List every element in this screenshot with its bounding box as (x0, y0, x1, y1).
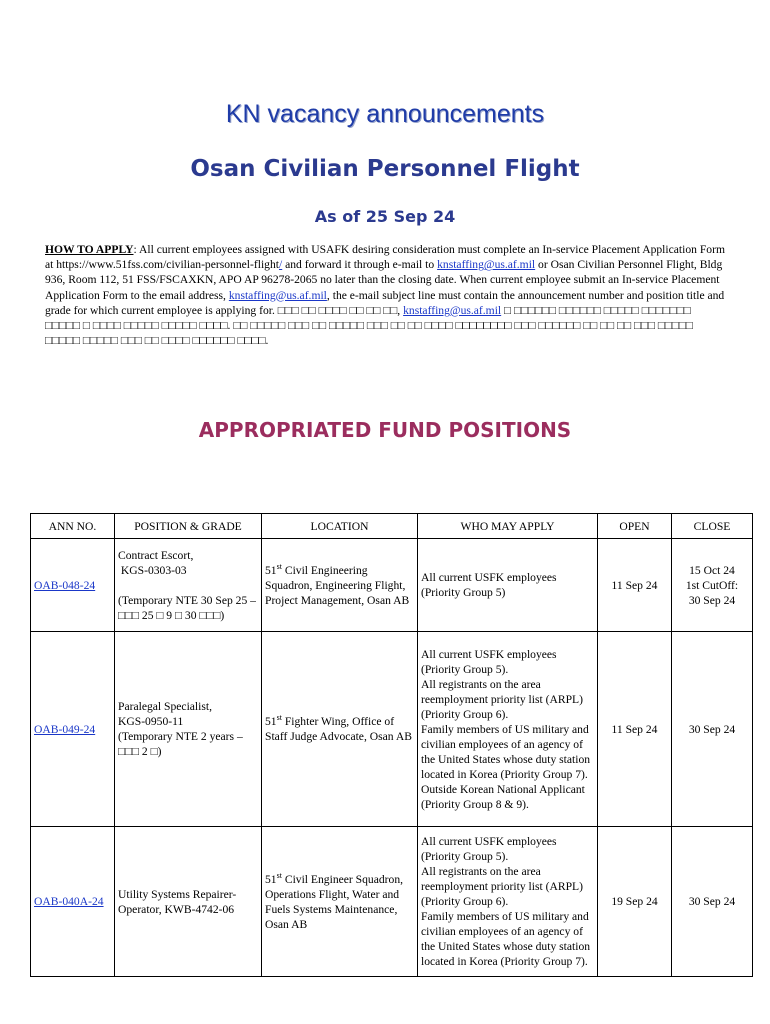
who-line: All current USFK employees (Priority Group 5). (421, 835, 557, 863)
column-header-open: OPEN (598, 514, 672, 539)
how-to-apply-text-3: or Osan Civilian Personnel Flight, Bldg 936, Room 112, 51 FSS/FSCAXKN, APO AP 96278-2065 no later than the closing date. When current employee submit an In-service Placement Application Form to the email address, (45, 258, 723, 302)
close-date-cell (672, 827, 753, 977)
column-header-who-may-apply: WHO MAY APPLY (418, 514, 598, 539)
position-line: (Temporary NTE 2 years – □□□ 2 □) (118, 730, 243, 758)
announcement-link[interactable]: OAB-040A-24 (34, 895, 104, 908)
location-cell (262, 539, 418, 632)
who-line: All current USFK employees (Priority Group 5). (421, 647, 557, 676)
ann-no-cell (31, 827, 115, 977)
who-line: Outside Korean National Applicant (421, 782, 585, 796)
close-date-cell (672, 632, 753, 827)
table-row (31, 539, 753, 632)
location-text: Fighter Wing, Office of Staff Judge Advocate, Osan AB (265, 715, 412, 743)
email-link-3[interactable]: knstaffing@us.af.mil (403, 303, 502, 317)
column-header-location: LOCATION (262, 514, 418, 539)
position-line: Utility Systems Repairer-Operator, KWB-4742-06 (118, 887, 237, 916)
who-may-apply-cell (418, 632, 598, 827)
location-text: Civil Engineer Squadron, Operations Flight, Water and Fuels Systems Maintenance, Osan AB (265, 872, 404, 931)
location-number: 51 (265, 715, 277, 728)
organization-title: Osan Civilian Personnel Flight (190, 156, 580, 182)
location-number: 51 (265, 563, 277, 577)
who-may-apply-cell (418, 827, 598, 977)
close-line: 30 Sep 24 (688, 593, 736, 607)
how-to-apply-text-2: and forward it through e-mail to (282, 258, 438, 272)
close-date-cell (672, 539, 753, 632)
how-to-apply-text-1: : All current employees assigned with USAFK desiring consideration must complete an In-service Placement Application Form at https://www.51fss.com/civilian-personnel-flight (45, 243, 725, 272)
close-line: 30 Sep 24 (688, 722, 736, 736)
position-cell (115, 632, 262, 827)
location-ordinal: st (276, 561, 282, 571)
who-line: All registrants on the area reemployment priority list (ARPL) (Priority Group 6). (421, 677, 583, 721)
position-cell (115, 827, 262, 977)
page-title: KN vacancy announcements (225, 100, 545, 128)
close-line: 15 Oct 24 (689, 563, 735, 577)
column-header-ann-no: ANN NO. (31, 514, 115, 539)
open-date-cell: 19 Sep 24 (598, 827, 672, 977)
position-line: KGS-0303-03 (118, 563, 187, 577)
how-to-apply-paragraph (45, 242, 725, 348)
as-of-date: As of 25 Sep 24 (314, 207, 456, 226)
location-ordinal: st (276, 713, 282, 723)
email-link-2[interactable]: knstaffing@us.af.mil (228, 288, 327, 302)
column-header-close: CLOSE (672, 514, 753, 539)
table-header-row (31, 514, 753, 539)
website-link[interactable]: / (278, 258, 283, 272)
location-number: 51 (265, 872, 277, 886)
location-text: Civil Engineering Squadron, Engineering Flight, Project Management, Osan AB (265, 563, 410, 607)
column-header-position: POSITION & GRADE (115, 514, 262, 539)
how-to-apply-text-5: □ □□□□□□ □□□□□□ □□□□□ □□□□□□□ □□□□□ □ □□□□ □□□□□ □□□□□ □□□□. □□ □□□□□ □□□ □□ □□□□□ □□□ □□ □□ □□□□ □□□□□□□□ □□□ □□□□□□ □□ □□ □□ □□□ □□□□□ □□□□□ □□□□□ □□□ □□ □□□□ □□□□□□ □□□□. (45, 303, 693, 348)
ann-no-cell (31, 539, 115, 632)
how-to-apply-lead: HOW TO APPLY (45, 243, 134, 256)
ann-no-cell (31, 632, 115, 827)
open-date-cell: 11 Sep 24 (598, 539, 672, 632)
who-line: Family members of US military and civilian employees of an agency of the United States whose duty station located in Korea (Priority Group 7). (421, 722, 591, 781)
position-line: Paralegal Specialist, (118, 700, 213, 713)
close-line: 30 Sep 24 (688, 895, 736, 908)
who-line: All current USFK employees (Priority Group 5) (421, 571, 557, 599)
position-line: Contract Escort, (118, 548, 194, 562)
table-row (31, 632, 753, 827)
location-ordinal: st (276, 870, 282, 880)
table-row (31, 827, 753, 977)
who-line: Family members of US military and civilian employees of an agency of the United States whose duty station located in Korea (Priority Group 7). (421, 910, 591, 968)
position-cell (115, 539, 262, 632)
how-to-apply-text-4: , the e-mail subject line must contain the announcement number and position title and grade for which current employee is applying for. □□□ □□ □□□□ □□ □□ □□, (45, 288, 725, 317)
position-line (118, 578, 258, 593)
open-date-cell: 11 Sep 24 (598, 632, 672, 827)
position-line: KGS-0950-11 (118, 715, 184, 728)
announcement-link[interactable]: OAB-048-24 (34, 578, 96, 592)
location-cell (262, 632, 418, 827)
who-line: All registrants on the area reemployment priority list (ARPL) (Priority Group 6). (421, 865, 583, 908)
position-line: (Temporary NTE 30 Sep 25 – □□□ 25 □ 9 □ 30 □□□) (118, 593, 256, 622)
who-may-apply-cell (418, 539, 598, 632)
announcement-link[interactable]: OAB-049-24 (34, 722, 96, 736)
location-cell (262, 827, 418, 977)
who-line: (Priority Group 8 & 9). (421, 797, 529, 811)
close-line: 1st CutOff: (685, 578, 739, 592)
section-title: APPROPRIATED FUND POSITIONS (198, 418, 572, 442)
positions-table (30, 513, 753, 977)
email-link-1[interactable]: knstaffing@us.af.mil (437, 258, 536, 272)
